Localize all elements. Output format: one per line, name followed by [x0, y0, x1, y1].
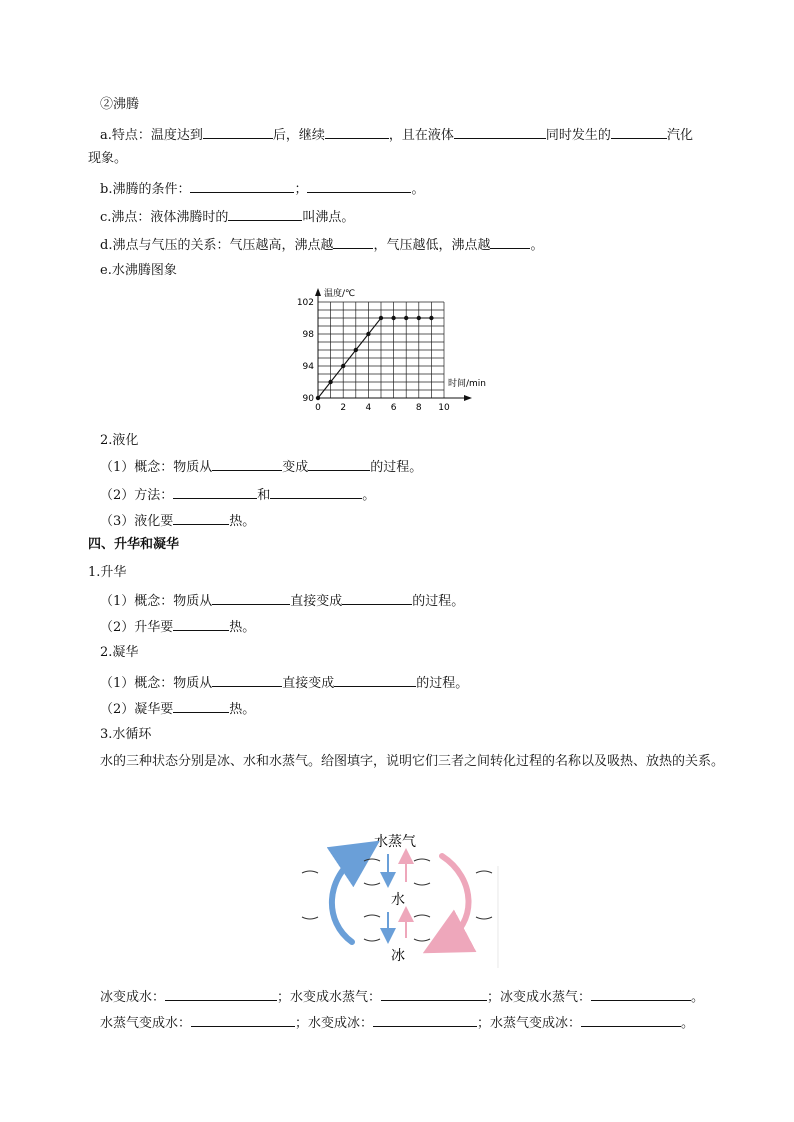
- bracket-bottom[interactable]: [476, 917, 492, 919]
- boiling-graph-label: e.水沸腾图象: [100, 263, 177, 278]
- water-cycle-heading: 3.水循环: [100, 727, 152, 742]
- text-fragment: 变成: [282, 460, 309, 475]
- text-fragment: 热。: [229, 620, 256, 635]
- text-fragment: 。: [681, 1016, 695, 1031]
- blank-field[interactable]: [611, 124, 667, 139]
- text-fragment: （1）概念：物质从: [100, 460, 213, 475]
- text-fragment: 。: [691, 990, 705, 1005]
- text-fragment: 。: [530, 238, 544, 253]
- data-point: [341, 364, 345, 368]
- deposition-heading: 2.凝华: [100, 645, 139, 660]
- data-point: [429, 316, 433, 320]
- bracket-bottom[interactable]: [414, 939, 430, 941]
- bracket-top[interactable]: [364, 859, 380, 861]
- bracket-top[interactable]: [414, 859, 430, 861]
- text-fragment: ；冰变成水蒸气：: [487, 990, 592, 1005]
- text-fragment: （2）方法：: [100, 488, 174, 503]
- liquefaction-heat-line: [100, 510, 255, 531]
- bracket-bottom[interactable]: [364, 883, 380, 885]
- text-fragment: ；水蒸气变成冰：: [477, 1016, 582, 1031]
- boiling-feature-line: [100, 124, 693, 145]
- x-tick-label: 0: [315, 403, 321, 413]
- answer-row-1: [100, 986, 704, 1005]
- bracket-top[interactable]: [476, 871, 492, 873]
- bracket-bottom[interactable]: [414, 883, 430, 885]
- data-point: [354, 348, 358, 352]
- text-fragment: 冰变成水：: [100, 990, 166, 1005]
- data-point: [391, 316, 395, 320]
- text-fragment: ；水变成冰：: [295, 1016, 374, 1031]
- blank-field[interactable]: [173, 484, 257, 499]
- vapor-label: 水蒸气: [374, 834, 416, 850]
- x-axis-arrow-icon: [464, 395, 472, 401]
- y-axis-arrow-icon: [315, 288, 321, 296]
- blank-field[interactable]: [307, 178, 411, 193]
- x-tick-label: 4: [365, 403, 372, 413]
- blank-field[interactable]: [212, 456, 282, 471]
- blank-field[interactable]: [334, 672, 416, 687]
- text-fragment: （1）概念：物质从: [100, 594, 213, 609]
- boiling-heading: ②沸腾: [100, 97, 140, 112]
- text-fragment: 后，继续: [272, 128, 325, 143]
- text-fragment: 直接变成: [290, 594, 343, 609]
- text-fragment: （1）概念：物质从: [100, 676, 213, 691]
- text-fragment: （2）升华要: [100, 620, 174, 635]
- text-fragment: 同时发生的: [545, 128, 611, 143]
- boiling-feature-cont: 现象。: [88, 151, 128, 166]
- blank-field[interactable]: [173, 510, 229, 525]
- x-tick-label: 2: [340, 403, 347, 413]
- text-fragment: 热。: [229, 514, 256, 529]
- bracket-top[interactable]: [414, 915, 430, 917]
- y-tick-label: 90: [302, 394, 314, 404]
- boiling-condition-line: [100, 178, 425, 199]
- answer-row-2: [100, 1012, 694, 1031]
- data-point: [404, 316, 408, 320]
- blank-field[interactable]: [228, 206, 302, 221]
- blank-field[interactable]: [373, 1012, 477, 1027]
- blank-field[interactable]: [203, 124, 273, 139]
- text-fragment: ，气压越低，沸点越: [373, 238, 491, 253]
- pressure-relation-label: d.沸点与气压的关系：气压越高，沸点越: [100, 238, 334, 253]
- text-fragment: ；水变成水蒸气：: [277, 990, 382, 1005]
- text-fragment: ；: [294, 182, 308, 197]
- sublimation-heading: 1.升华: [88, 565, 127, 580]
- liquefaction-method-line: [100, 484, 375, 505]
- blank-field[interactable]: [591, 986, 691, 1001]
- blank-field[interactable]: [173, 616, 229, 631]
- text-fragment: 的过程。: [412, 594, 465, 609]
- text-fragment: 汽化: [666, 128, 693, 143]
- blank-field[interactable]: [490, 234, 530, 249]
- y-tick-label: 102: [296, 298, 314, 308]
- blank-field[interactable]: [342, 590, 412, 605]
- boiling-point-line: [100, 206, 354, 227]
- ice-label: 冰: [391, 948, 405, 964]
- water-cycle-paragraph: [88, 749, 724, 775]
- blank-field[interactable]: [270, 484, 362, 499]
- blank-field[interactable]: [333, 234, 373, 249]
- liquefaction-concept-line: [100, 456, 422, 477]
- water-label: 水: [391, 892, 405, 908]
- blank-field[interactable]: [190, 178, 294, 193]
- text-fragment: 热。: [229, 702, 256, 717]
- vapor-to-ice-arrow: [442, 856, 469, 942]
- liquefaction-heading: 2.液化: [100, 433, 139, 448]
- blank-field[interactable]: [165, 986, 277, 1001]
- text-fragment: 。: [362, 488, 376, 503]
- x-axis-label: 时间/min: [448, 379, 487, 389]
- blank-field[interactable]: [381, 986, 487, 1001]
- bracket-bottom[interactable]: [364, 939, 380, 941]
- x-tick-label: 10: [438, 403, 450, 413]
- deposition-heat-line: [100, 698, 255, 719]
- text-fragment: 水蒸气变成水：: [100, 1016, 192, 1031]
- pressure-relation-line: [100, 234, 544, 255]
- deposition-concept-line: [100, 672, 468, 693]
- data-point: [417, 316, 421, 320]
- blank-field[interactable]: [191, 1012, 295, 1027]
- blank-field[interactable]: [308, 456, 370, 471]
- data-point: [316, 396, 320, 400]
- text-fragment: 叫沸点。: [302, 210, 355, 225]
- text-fragment: （3）液化要: [100, 514, 174, 529]
- text-fragment: （2）凝华要: [100, 702, 174, 717]
- boiling-chart: [296, 282, 506, 416]
- text-fragment: 的过程。: [370, 460, 423, 475]
- y-tick-label: 98: [302, 330, 314, 340]
- text-fragment: 直接变成: [282, 676, 335, 691]
- text-fragment: 和: [257, 488, 271, 503]
- blank-field[interactable]: [325, 124, 389, 139]
- data-point: [328, 380, 332, 384]
- data-point: [379, 316, 383, 320]
- paragraph-text: 水的三种状态分别是冰、水和水蒸气。给图填字，说明它们三者之间转化过程的名称以及吸热、放热的关系。: [100, 754, 725, 769]
- bracket-top[interactable]: [364, 915, 380, 917]
- sublimation-heat-line: [100, 616, 255, 637]
- section-title: 四、升华和凝华: [88, 537, 180, 552]
- text-fragment: ，且在液体: [388, 128, 454, 143]
- blank-field[interactable]: [454, 124, 546, 139]
- blank-field[interactable]: [581, 1012, 681, 1027]
- text-fragment: 的过程。: [416, 676, 469, 691]
- blank-field[interactable]: [212, 672, 282, 687]
- water-cycle-diagram: [296, 826, 506, 968]
- blank-field[interactable]: [212, 590, 290, 605]
- text-fragment: 。: [411, 182, 425, 197]
- sublimation-concept-line: [100, 590, 464, 611]
- bracket-top[interactable]: [302, 871, 318, 873]
- boiling-condition-label: b.沸腾的条件：: [100, 182, 191, 197]
- x-tick-label: 6: [390, 403, 397, 413]
- data-point: [366, 332, 370, 336]
- y-axis-label: 温度/℃: [324, 289, 356, 299]
- boiling-feature-label: a.特点：温度达到: [100, 128, 203, 143]
- x-tick-label: 8: [415, 403, 422, 413]
- boiling-point-label: c.沸点：液体沸腾时的: [100, 210, 229, 225]
- blank-field[interactable]: [173, 698, 229, 713]
- bracket-bottom[interactable]: [302, 917, 318, 919]
- ice-to-vapor-arrow: [332, 854, 360, 942]
- y-tick-label: 94: [302, 362, 314, 372]
